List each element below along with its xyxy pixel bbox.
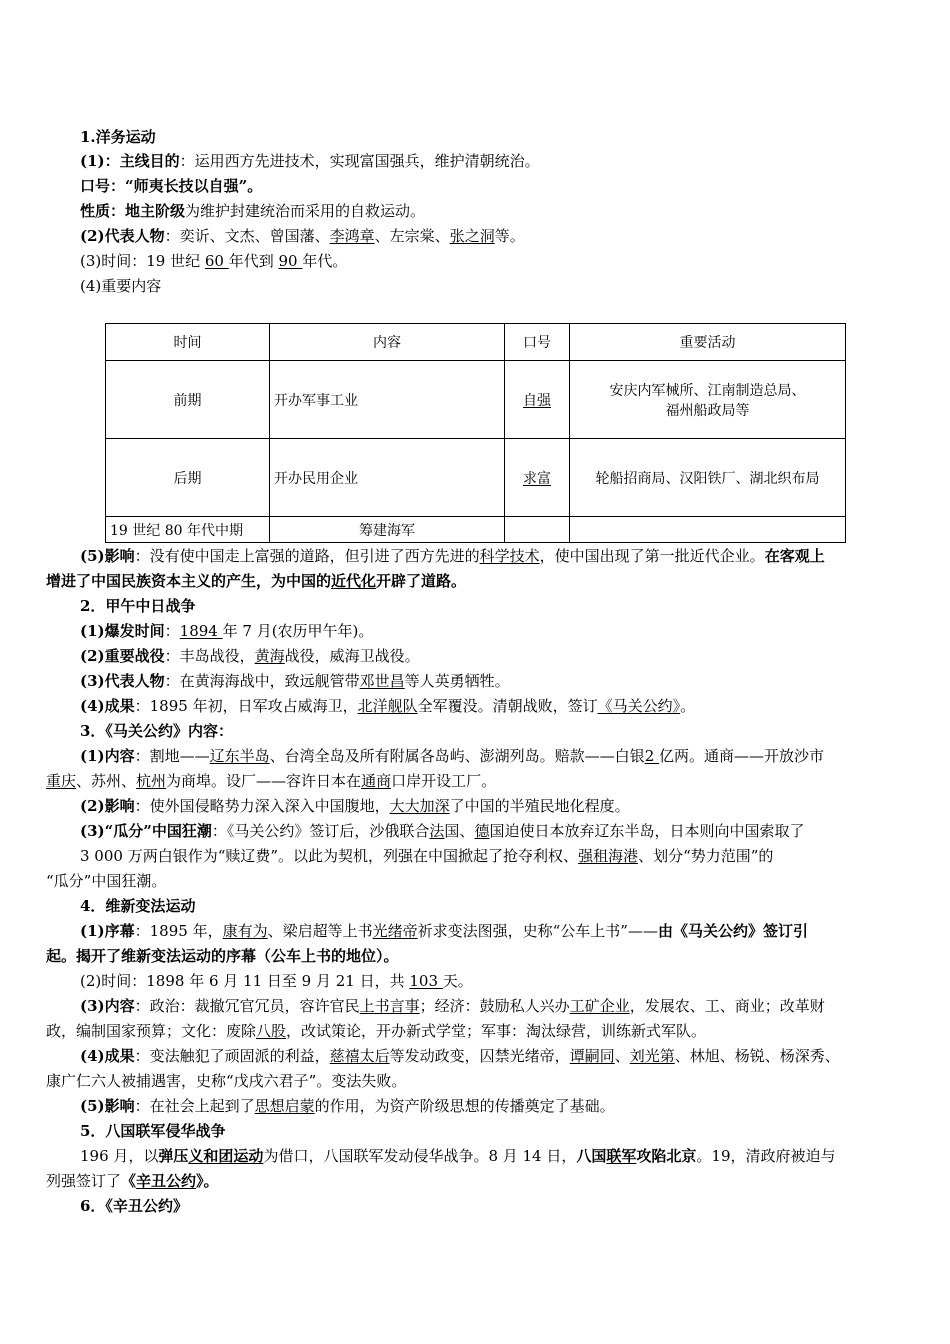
s1-purpose-text: ：运用西方先进技术，实现富国强兵，维护清朝统治。 — [179, 152, 540, 170]
s1-time-u1: 60 — [204, 252, 229, 270]
s1-purpose — [80, 150, 540, 172]
s4-impact-b: 的作用，为资产阶级思想的传播奠定了基础。 — [314, 1097, 615, 1115]
s3-partition — [80, 820, 804, 842]
s5-text-bold1: 弹压 — [158, 1147, 189, 1165]
s2-battles-b: 战役，威海卫战役。 — [284, 647, 420, 665]
th-slogan: 口号 — [505, 324, 570, 361]
s3-content-u3: 重庆 — [46, 772, 77, 790]
s4-result-label: (4)成果 — [80, 1047, 135, 1065]
s2-outbreak-label: (1)爆发时间 — [80, 622, 165, 640]
s3-content-u5: 通商 — [361, 772, 392, 790]
s3-impact-u: 大大加深 — [389, 797, 450, 815]
s3-partition-b: 国、 — [444, 822, 475, 840]
cell-activity-line1: 安庆内军械所、江南制造总局、 — [609, 382, 806, 399]
s4-prelude-u1: 康有为 — [222, 922, 268, 940]
s4-content-u2: 工矿企业 — [569, 997, 630, 1015]
s4-prelude-bold1: 由《马关公约》签订引 — [657, 922, 808, 940]
cell-activity — [570, 361, 846, 439]
s3-partition-label: (3)“瓜分”中国狂潮 — [80, 822, 212, 840]
s1-impact-a: ：没有使中国走上富强的道路，但引进了西方先进的 — [134, 547, 480, 565]
s1-figures-c: 等。 — [494, 227, 525, 245]
s3-content-b: 、台湾全岛及所有附属各岛屿、澎湖列岛。赔款——白银 — [269, 747, 645, 765]
s1-time-u2: 90 — [278, 252, 303, 270]
s4-content-b: ；经济：鼓励私人兴办 — [419, 997, 570, 1015]
section-1-title: 1.洋务运动 — [80, 128, 156, 146]
s4-result-a: ：变法触犯了顽固派的利益， — [134, 1047, 330, 1065]
s1-nature — [80, 200, 425, 222]
s2-battles-u: 黄海 — [254, 647, 285, 665]
s1-impact-label: (5)影响 — [80, 547, 135, 565]
s1-impact-cont — [46, 570, 466, 592]
s5-text — [80, 1145, 836, 1167]
s4-prelude-c: 祈求变法图强，史称“公车上书”—— — [417, 922, 658, 940]
cell-time: 前期 — [106, 361, 270, 439]
s2-battles-label: (2)重要战役 — [80, 647, 165, 665]
s4-result-b: 等发动政变，囚禁光绪帝， — [389, 1047, 570, 1065]
s1-time-a: (3)时间：19 世纪 — [80, 252, 205, 270]
s1-impact-bold2: 增进了中国民族资本主义的产生，为中国的 — [46, 572, 332, 590]
s4-result-cont: 康广仁六人被捕遇害，史称“戊戌六君子”。变法失败。 — [46, 1072, 407, 1090]
s3-partition-u1: 法 — [429, 822, 445, 840]
s1-figures-label: (2)代表人物 — [80, 227, 165, 245]
table-row — [106, 439, 846, 517]
section-3-title: 3．《马关公约》内容： — [80, 722, 233, 740]
s4-result-u2: 谭嗣同 — [569, 1047, 615, 1065]
s3-impact-label: (2)影响 — [80, 797, 135, 815]
s4-time-a: (2)时间：1898 年 6 月 11 日至 9 月 21 日，共 — [80, 972, 410, 990]
s3-partition-a: ：《马关公约》签订后，沙俄联合 — [211, 822, 430, 840]
s2-figures-label: (3)代表人物 — [80, 672, 165, 690]
s4-prelude-label: (1)序幕 — [80, 922, 135, 940]
cell-activity: 轮船招商局、汉阳铁厂、湖北织布局 — [570, 439, 846, 517]
cell-activity-line2: 福州船政局等 — [665, 402, 750, 419]
s3-content-u1: 辽东半岛 — [209, 747, 270, 765]
s5-text-bold4: 《 — [121, 1172, 137, 1190]
cell-content: 开办军事工业 — [270, 361, 505, 439]
s3-content — [80, 745, 824, 767]
s5-text-cont — [46, 1170, 219, 1192]
s2-result-u: 北洋舰队 — [357, 697, 418, 715]
s3-partition-d: 3 000 万两白银作为“赎辽费”。以此为契机，列强在中国掀起了抢夺利权、 — [80, 847, 579, 865]
s4-impact-u: 思想启蒙 — [254, 1097, 315, 1115]
s3-content-label: (1)内容 — [80, 747, 135, 765]
s2-result-c: 。 — [680, 697, 696, 715]
s2-result-b: 全军覆没。清朝战败，签订 — [417, 697, 598, 715]
cell-activity — [570, 517, 846, 543]
s3-impact — [80, 795, 630, 817]
s1-figures — [80, 225, 525, 247]
s3-content-u2: 2 — [644, 747, 659, 765]
s4-content-u3: 八股 — [256, 1022, 287, 1040]
table-header-row — [106, 324, 846, 361]
s1-slogan-label: 口号： — [80, 177, 126, 195]
s2-figures-u: 邓世昌 — [359, 672, 405, 690]
s2-outbreak-a: ： — [164, 622, 180, 640]
s2-result-label: (4)成果 — [80, 697, 135, 715]
cell-time: 后期 — [106, 439, 270, 517]
s4-result-c: 、 — [614, 1047, 630, 1065]
s2-result — [80, 695, 695, 717]
s1-purpose-label: (1)：主线目的 — [80, 152, 180, 170]
s3-partition-u2: 德 — [474, 822, 490, 840]
s4-content-cont — [46, 1020, 706, 1042]
s1-time — [80, 250, 347, 272]
s2-result-a: ：1895 年初，日军攻占威海卫， — [134, 697, 358, 715]
s4-content-u1: 上书言事 — [359, 997, 420, 1015]
section-6-title: 6．《辛丑公约》 — [80, 1197, 188, 1215]
s1-nature-label: 性质： — [80, 202, 126, 220]
s2-outbreak-u: 1894 — [179, 622, 223, 640]
section-4-title: 4．维新变法运动 — [80, 897, 196, 915]
cell-slogan: 求富 — [505, 439, 570, 517]
s1-nature-text: 为维护封建统治而采用的自救运动。 — [185, 202, 426, 220]
table-row — [106, 517, 846, 543]
s5-text-ub3: 辛丑公约 — [136, 1172, 197, 1190]
th-activity: 重要活动 — [570, 324, 846, 361]
s3-content-u4: 杭州 — [136, 772, 167, 790]
s4-prelude-u2: 光绪帝 — [372, 922, 418, 940]
yangwu-table — [105, 323, 846, 543]
s3-impact-b: 了中国的半殖民地化程度。 — [449, 797, 630, 815]
s4-content-label: (3)内容 — [80, 997, 135, 1015]
s4-prelude-cont: 起。揭开了维新变法运动的序幕（公车上书的地位）。 — [46, 947, 399, 965]
s4-impact — [80, 1095, 615, 1117]
s4-time-u: 103 — [409, 972, 443, 990]
s2-battles-a: ：丰岛战役， — [164, 647, 255, 665]
s5-text-c: 。19，清政府被迫与 — [696, 1147, 836, 1165]
s3-partition-cont — [80, 845, 773, 867]
s3-partition-end: “瓜分”中国狂潮。 — [46, 872, 167, 890]
s2-battles — [80, 645, 420, 667]
s5-text-ub: 义和团运动 — [188, 1147, 264, 1165]
s4-impact-label: (5)影响 — [80, 1097, 135, 1115]
table-row — [106, 361, 846, 439]
s1-time-c: 年代。 — [302, 252, 348, 270]
s5-text-d: 列强签订了 — [46, 1172, 122, 1190]
s3-partition-u3: 强租海港 — [578, 847, 639, 865]
s2-result-u2: 《马关公约》 — [597, 697, 681, 715]
s2-outbreak — [80, 620, 373, 642]
s4-content — [80, 995, 825, 1017]
s5-text-bold2: 八国 — [576, 1147, 607, 1165]
s4-result-d: 、林旭、杨锐、杨深秀、 — [674, 1047, 840, 1065]
s1-slogan-text: “师夷长技以自强”。 — [125, 177, 263, 195]
s4-content-e: ，改试策论，开办新式学堂；军事：淘汰绿营，训练新式军队。 — [286, 1022, 707, 1040]
th-content: 内容 — [270, 324, 505, 361]
s1-content-heading: (4)重要内容 — [80, 277, 162, 295]
s1-figures-u1: 李鸿章 — [329, 227, 375, 245]
cell-content: 开办民用企业 — [270, 439, 505, 517]
s1-impact-u2: 近代化 — [331, 572, 377, 590]
s3-content-d: 、苏州、 — [76, 772, 137, 790]
s4-time — [80, 970, 473, 992]
s1-time-b: 年代到 — [228, 252, 279, 270]
s3-content-cont — [46, 770, 496, 792]
s1-impact-u: 科学技术 — [479, 547, 540, 565]
s1-impact — [80, 545, 825, 567]
s1-figures-b: 、左宗棠、 — [374, 227, 450, 245]
cell-content: 筹建海军 — [270, 517, 505, 543]
s4-result-u3: 刘光第 — [629, 1047, 675, 1065]
s5-text-bold5: 》。 — [196, 1172, 219, 1190]
cell-slogan — [505, 517, 570, 543]
s1-nature-bold: 地主阶级 — [125, 202, 186, 220]
s5-text-ub2: 联军 — [606, 1147, 637, 1165]
s4-content-a: ：政治：裁撤冗官冗员，容许官民 — [134, 997, 360, 1015]
s4-content-d: 政，编制国家预算；文化：废除 — [46, 1022, 257, 1040]
section-2-title: 2．甲午中日战争 — [80, 597, 196, 615]
s2-figures — [80, 670, 510, 692]
s2-figures-b: 等人英勇牺牲。 — [404, 672, 510, 690]
s1-impact-bold3: 开辟了道路。 — [376, 572, 467, 590]
s1-figures-u2: 张之洞 — [449, 227, 495, 245]
s4-prelude — [80, 920, 808, 942]
s1-impact-b: ，使中国出现了第一批近代企业。 — [539, 547, 765, 565]
s3-content-f: 口岸开设工厂。 — [391, 772, 497, 790]
s3-impact-a: ：使外国侵略势力深入深入中国腹地， — [134, 797, 390, 815]
s3-partition-c: 国迫使日本放弃辽东半岛，日本则向中国索取了 — [489, 822, 805, 840]
s1-figures-a: ：奕䜣、文杰、曾国藩、 — [164, 227, 330, 245]
s2-outbreak-b: 年 7 月(农历甲午年)。 — [222, 622, 374, 640]
s4-time-b: 天。 — [442, 972, 473, 990]
s5-text-a: 196 月，以 — [80, 1147, 159, 1165]
cell-time: 19 世纪 80 年代中期 — [106, 517, 270, 543]
s3-content-c: 亿两。通商——开放沙市 — [659, 747, 825, 765]
s3-content-a: ：割地—— — [134, 747, 210, 765]
s2-figures-a: ：在黄海海战中，致远舰管带 — [164, 672, 360, 690]
s4-prelude-a: ：1895 年， — [134, 922, 223, 940]
s1-impact-bold1: 在客观上 — [764, 547, 825, 565]
s4-content-c: ，发展农、工、商业；改革财 — [629, 997, 825, 1015]
s3-partition-e: 、划分“势力范围”的 — [638, 847, 774, 865]
s4-impact-a: ：在社会上起到了 — [134, 1097, 255, 1115]
s4-result-u1: 慈禧太后 — [329, 1047, 390, 1065]
section-5-title: 5．八国联军侵华战争 — [80, 1122, 226, 1140]
s5-text-bold3: 攻陷北京 — [636, 1147, 697, 1165]
s4-result — [80, 1045, 840, 1067]
cell-slogan: 自强 — [505, 361, 570, 439]
s3-content-e: 为商埠。设厂——容许日本在 — [166, 772, 362, 790]
th-time: 时间 — [106, 324, 270, 361]
s4-prelude-b: 、梁启超等上书 — [267, 922, 373, 940]
s5-text-b: 为借口，八国联军发动侵华战争。8 月 14 日， — [263, 1147, 577, 1165]
s1-slogan — [80, 175, 262, 197]
